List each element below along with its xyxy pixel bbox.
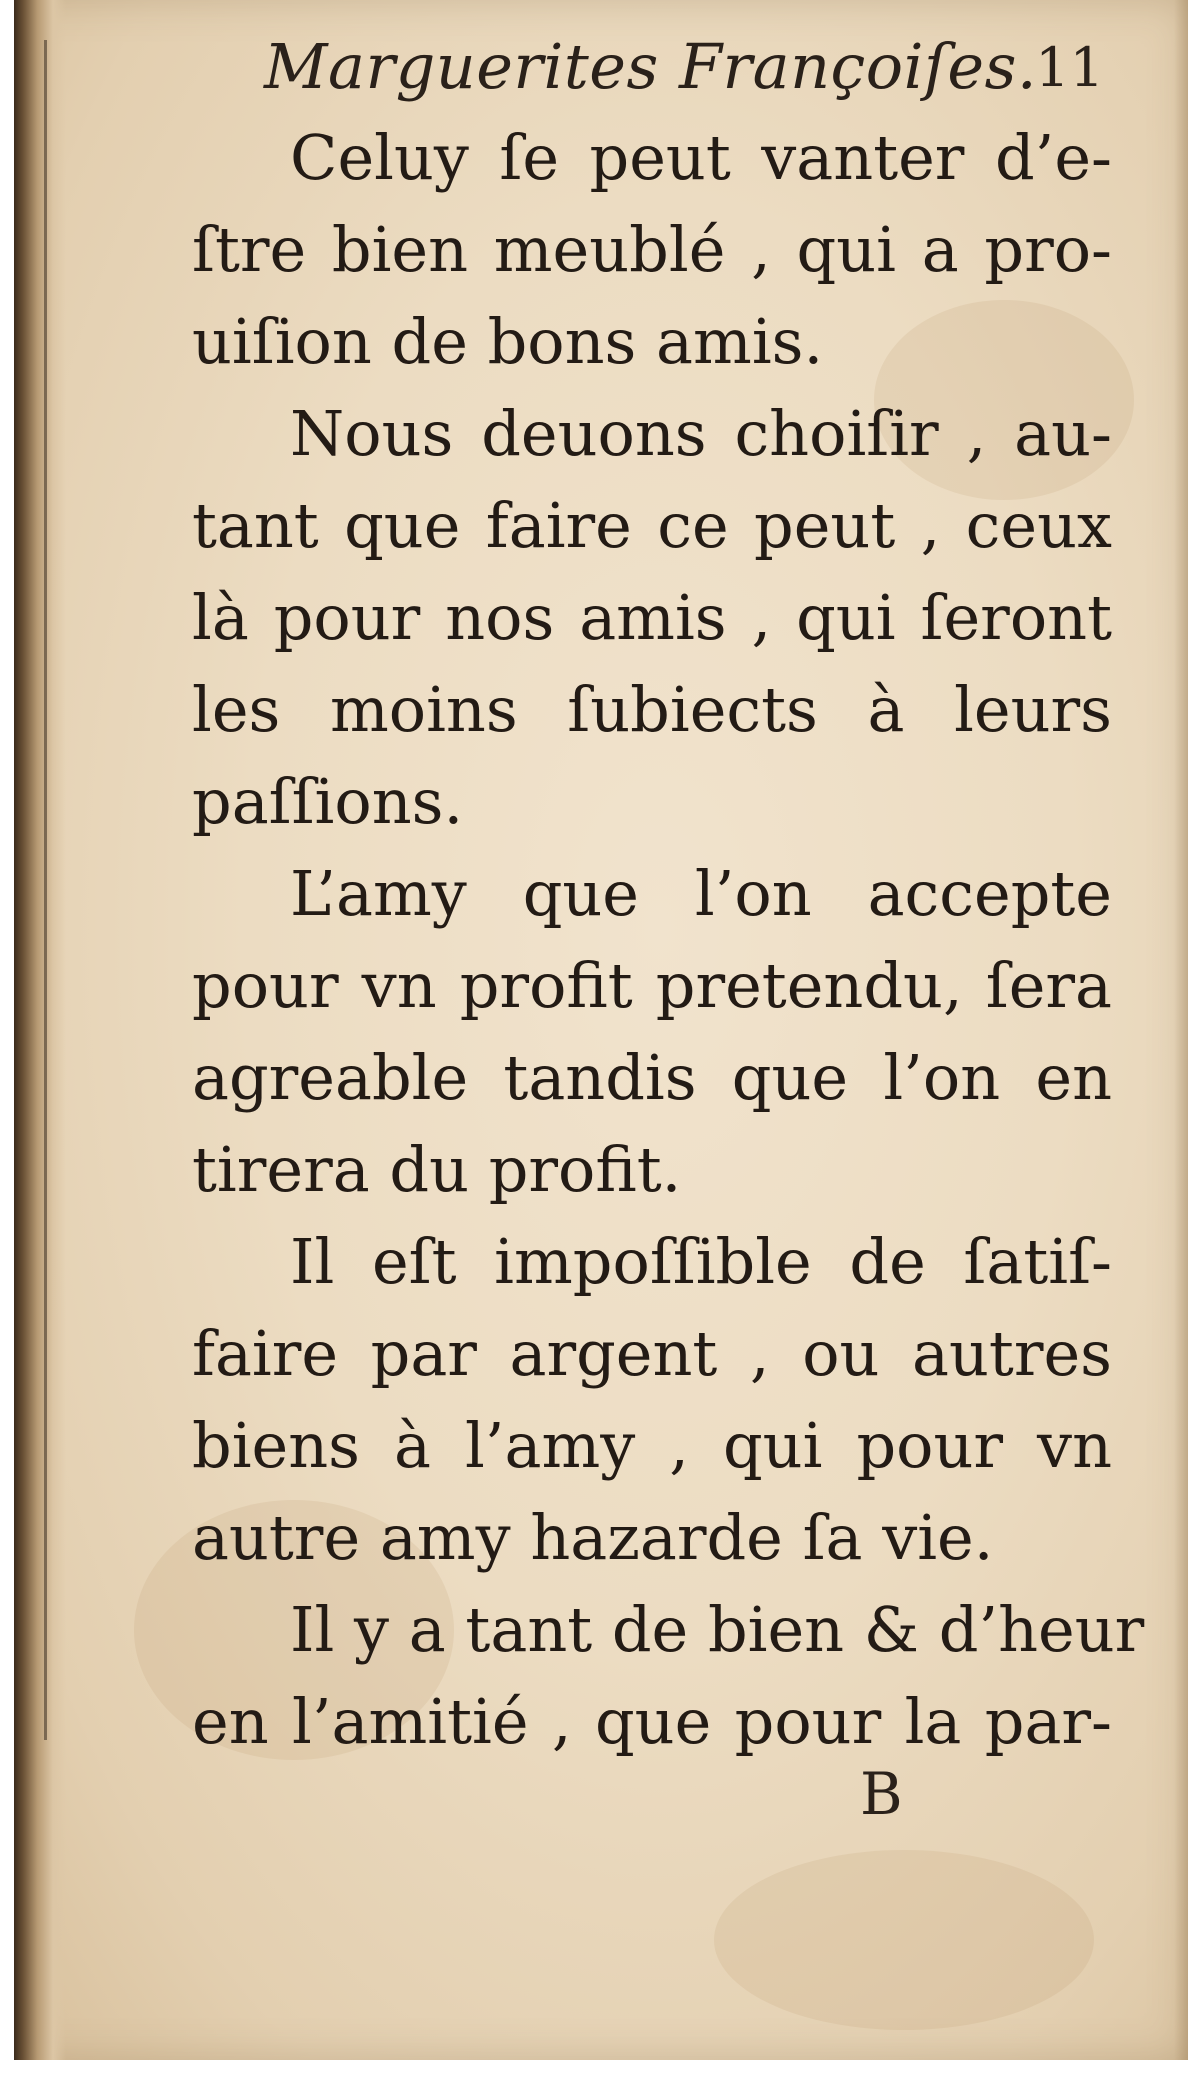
book-page [14, 0, 1188, 2060]
text-line: tirera du profit. [192, 1133, 682, 1206]
text-line: Nous deuons choiſir , au- [290, 397, 1112, 470]
text-line: autre amy hazarde ſa vie. [192, 1501, 994, 1574]
text-line: ſtre bien meublé , qui a pro- [192, 213, 1112, 286]
body-text [192, 112, 1145, 1768]
paper-stain [714, 1850, 1094, 2030]
text-line: les moins ſubiects à leurs [192, 673, 1112, 746]
text-line: Celuy ſe peut vanter d’e- [290, 121, 1112, 194]
page-edge [1174, 0, 1188, 2060]
text-line: uiſion de bons amis. [192, 305, 824, 378]
text-line: Il eſt impoſſible de ſatiſ- [290, 1225, 1112, 1298]
text-line: tant que faire ce peut , ceux [192, 489, 1112, 562]
signature-mark: B [860, 1760, 903, 1828]
text-line: là pour nos amis , qui ſeront [192, 581, 1112, 654]
text-line: L’amy que l’on accepte [290, 857, 1112, 930]
text-line: paſſions. [192, 765, 464, 838]
running-title: Marguerites Françoiſes. [264, 30, 1038, 103]
text-line: en l’amitié , que pour la par- [192, 1685, 1112, 1758]
page-number: 11 [1035, 36, 1104, 99]
binding-gutter [14, 0, 66, 2060]
text-line: biens à l’amy , qui pour vn [192, 1409, 1112, 1482]
text-line: faire par argent , ou autres [192, 1317, 1112, 1390]
text-line: pour vn profit pretendu, ſera [192, 949, 1112, 1022]
page-header [264, 20, 1124, 110]
text-line: Il y a tant de bien & d’heur [290, 1593, 1145, 1666]
text-line: agreable tandis que l’on en [192, 1041, 1112, 1114]
binding-crease [44, 40, 47, 1740]
